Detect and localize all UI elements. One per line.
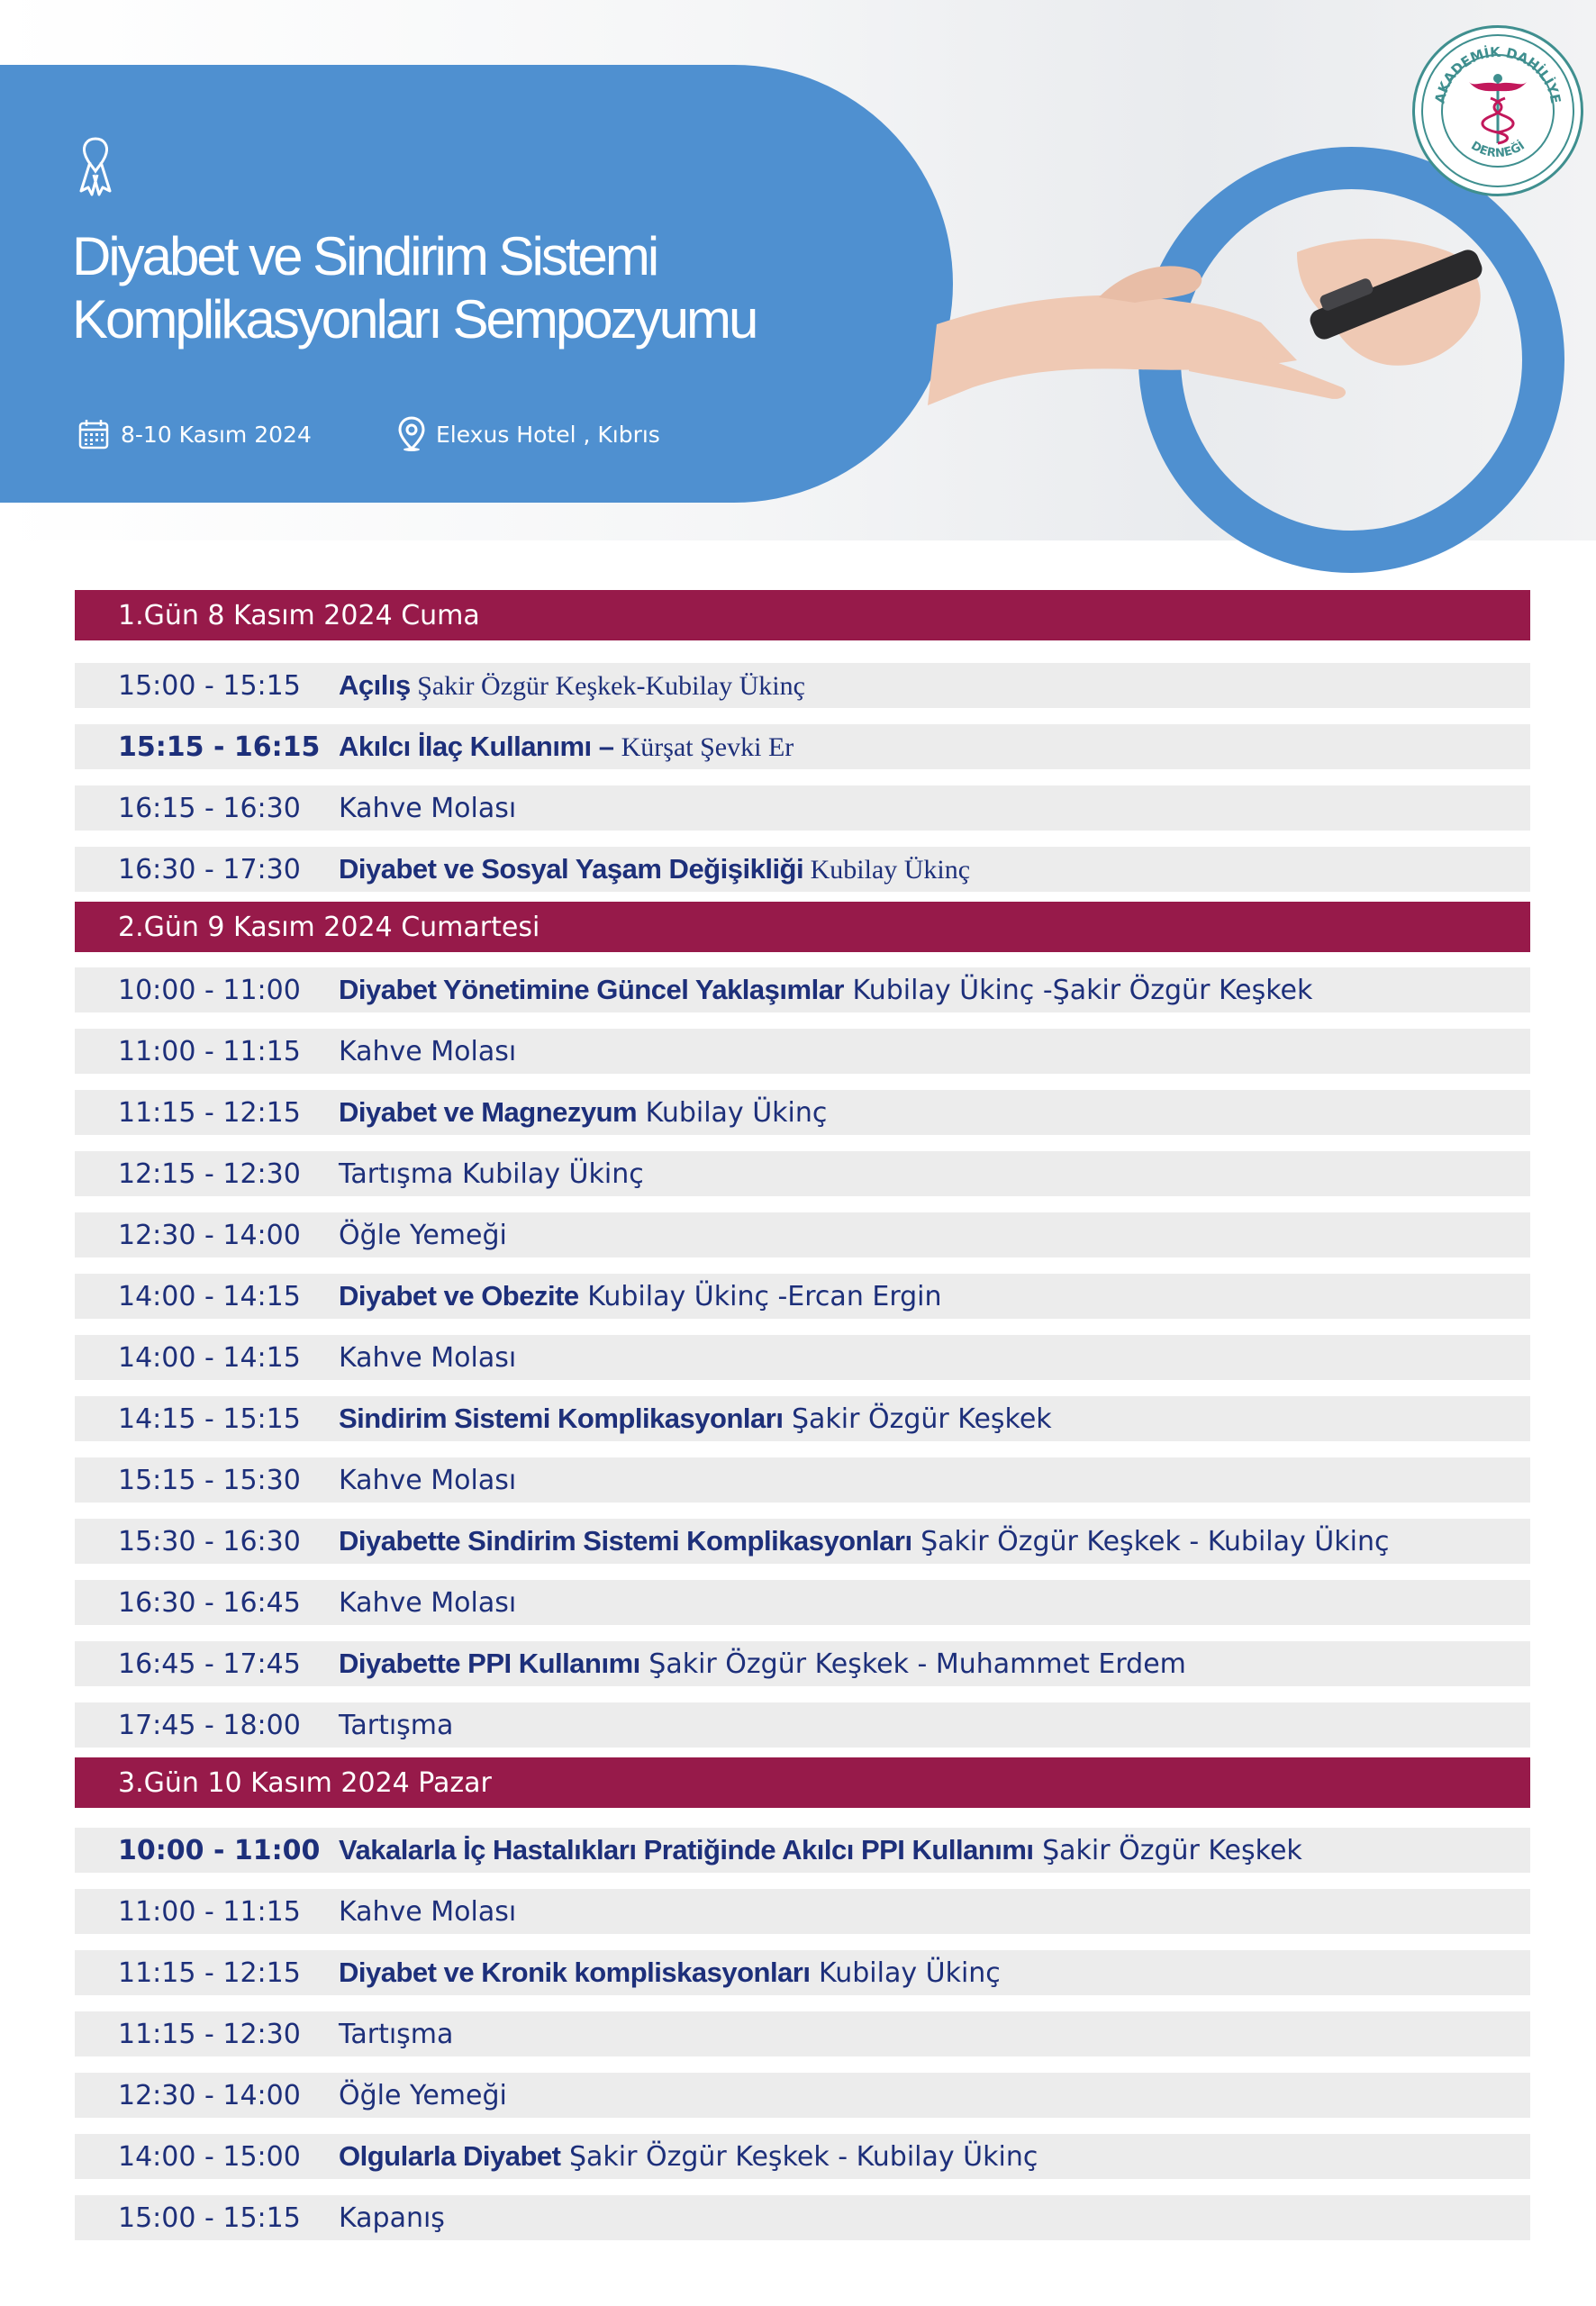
logo-text-top: AKADEMİK DAHİLİYE: [1431, 43, 1564, 105]
session-time: 16:15 - 16:30: [118, 792, 301, 824]
session-description: [339, 2018, 453, 2050]
session-row: [75, 2011, 1530, 2056]
session-row: [75, 1519, 1530, 1564]
session-row: [75, 1580, 1530, 1625]
session-time: 11:00 - 11:15: [118, 1895, 301, 1928]
session-speaker: Şakir Özgür Keşkek: [1033, 1835, 1302, 1866]
event-date: [77, 416, 312, 452]
session-description: [339, 669, 805, 702]
session-topic: Diyabet ve Kronik kompliskasyonları: [339, 1956, 811, 1988]
session-time: 17:45 - 18:00: [118, 1709, 301, 1741]
session-topic: Olgularla Diyabet: [339, 2140, 561, 2172]
session-speaker: Tartışma: [339, 1710, 454, 1741]
session-description: [339, 1648, 1186, 1680]
session-description: [339, 1341, 516, 1374]
session-row: [75, 785, 1530, 831]
session-time: 16:30 - 17:30: [118, 853, 301, 885]
session-row: [75, 1274, 1530, 1319]
session-topic: Diyabette PPI Kullanımı: [339, 1648, 640, 1679]
session-time: 12:30 - 14:00: [118, 2079, 301, 2111]
session-time: 10:00 - 11:00: [118, 974, 301, 1006]
session-time: 16:45 - 17:45: [118, 1648, 301, 1680]
session-description: [339, 974, 1312, 1006]
session-row: [75, 1889, 1530, 1934]
session-row: [75, 967, 1530, 1012]
session-time: 12:15 - 12:30: [118, 1158, 301, 1190]
session-description: [339, 1709, 453, 1741]
session-description: [339, 853, 970, 885]
session-speaker: Şakir Özgür Keşkek: [783, 1403, 1052, 1435]
awareness-ribbon-icon: [76, 135, 115, 198]
session-time: 15:30 - 16:30: [118, 1525, 301, 1557]
day-header: 1.Gün 8 Kasım 2024 Cuma: [75, 590, 1530, 640]
title-line-1: Diyabet ve Sindirim Sistemi: [72, 226, 657, 286]
session-topic: Akılcı İlaç Kullanımı –: [339, 731, 621, 762]
location-pin-icon: [398, 416, 425, 452]
session-speaker: Tartışma: [339, 2019, 454, 2050]
session-speaker: Kapanış: [339, 2202, 445, 2234]
caduceus-logo-icon: [1415, 28, 1581, 194]
session-row: [75, 1702, 1530, 1748]
session-speaker: Kahve Molası: [339, 1896, 517, 1928]
session-speaker: Kahve Molası: [339, 1587, 517, 1619]
session-time: 14:00 - 14:15: [118, 1341, 301, 1374]
session-speaker: Kahve Molası: [339, 1036, 517, 1067]
session-time: 15:15 - 15:30: [118, 1464, 301, 1496]
session-description: [339, 1525, 1389, 1557]
session-speaker: Kahve Molası: [339, 1465, 517, 1496]
session-time: 15:00 - 15:15: [118, 2202, 301, 2234]
session-row: [75, 1950, 1530, 1995]
session-row: [75, 724, 1530, 769]
session-speaker: Kubilay Ükinç: [810, 1957, 1001, 1989]
session-topic: Sindirim Sistemi Komplikasyonları: [339, 1403, 784, 1434]
hands-glucose-pen-illustration: [919, 216, 1513, 450]
session-speaker: Kubilay Ükinç: [637, 1097, 828, 1129]
session-topic: Diyabet ve Obezite: [339, 1280, 579, 1312]
session-speaker: Tartışma Kubilay Ükinç: [339, 1158, 644, 1190]
session-row: [75, 1457, 1530, 1503]
session-speaker: Kürşat Şevki Er: [621, 732, 794, 762]
session-time: 11:00 - 11:15: [118, 1035, 301, 1067]
day-header: 3.Gün 10 Kasım 2024 Pazar: [75, 1757, 1530, 1808]
session-row: [75, 1212, 1530, 1257]
session-speaker: Öğle Yemeği: [339, 1220, 507, 1251]
title-line-2: Komplikasyonları Sempozyumu: [72, 289, 757, 350]
session-description: [339, 1834, 1302, 1866]
session-speaker: Öğle Yemeği: [339, 2080, 507, 2111]
session-time: 14:00 - 15:00: [118, 2140, 301, 2173]
session-description: [339, 1895, 516, 1928]
calendar-icon: [77, 418, 110, 450]
program-schedule: [75, 590, 1530, 2240]
session-topic: Diyabet ve Sosyal Yaşam Değişikliği: [339, 853, 804, 885]
session-description: [339, 2140, 1038, 2173]
session-row: [75, 2195, 1530, 2240]
session-description: [339, 731, 793, 763]
session-topic: Diyabet Yönetimine Güncel Yaklaşımlar: [339, 974, 844, 1005]
session-description: [339, 792, 516, 824]
session-speaker: Şakir Özgür Keşkek - Kubilay Ükinç: [560, 2141, 1038, 2173]
session-description: [339, 1464, 516, 1496]
session-description: [339, 1219, 507, 1251]
session-time: 15:00 - 15:15: [118, 669, 301, 702]
session-time: 11:15 - 12:15: [118, 1956, 301, 1989]
session-row: [75, 2073, 1530, 2118]
session-row: [75, 1029, 1530, 1074]
session-time: 15:15 - 16:15: [118, 731, 321, 763]
session-speaker: Kubilay Ükinç -Şakir Özgür Keşkek: [844, 975, 1313, 1006]
session-speaker: Şakir Özgür Keşkek - Kubilay Ükinç: [911, 1526, 1390, 1557]
session-time: 14:15 - 15:15: [118, 1403, 301, 1435]
session-description: [339, 2079, 507, 2111]
event-venue: [398, 416, 660, 452]
session-description: [339, 1956, 1001, 1989]
association-logo: [1412, 25, 1583, 196]
session-time: 10:00 - 11:00: [118, 1834, 321, 1866]
session-row: [75, 663, 1530, 708]
session-time: 11:15 - 12:15: [118, 1096, 301, 1129]
session-row: [75, 1396, 1530, 1441]
event-venue-text: Elexus Hotel , Kıbrıs: [436, 421, 660, 448]
session-topic: Diyabette Sindirim Sistemi Komplikasyonları: [339, 1525, 912, 1557]
session-description: [339, 1280, 942, 1312]
page-title: [72, 225, 883, 351]
event-date-text: 8-10 Kasım 2024: [121, 421, 312, 448]
session-time: 11:15 - 12:30: [118, 2018, 301, 2050]
session-row: [75, 1335, 1530, 1380]
session-topic: Açılış: [339, 669, 411, 701]
session-time: 14:00 - 14:15: [118, 1280, 301, 1312]
logo-text-bottom: DERNEĞİ: [1468, 139, 1528, 161]
session-row: [75, 847, 1530, 892]
session-speaker: Şakir Özgür Keşkek - Muhammet Erdem: [639, 1648, 1186, 1680]
session-row: [75, 1641, 1530, 1686]
session-topic: Diyabet ve Magnezyum: [339, 1096, 638, 1128]
session-description: [339, 1158, 644, 1190]
session-speaker: Kahve Molası: [339, 793, 517, 824]
session-time: 16:30 - 16:45: [118, 1586, 301, 1619]
session-description: [339, 1096, 827, 1129]
session-speaker: Kubilay Ükinç -Ercan Ergin: [578, 1281, 942, 1312]
day-header: 2.Gün 9 Kasım 2024 Cumartesi: [75, 902, 1530, 952]
session-topic: Vakalarla İç Hastalıkları Pratiğinde Akılcı PPI Kullanımı: [339, 1834, 1034, 1866]
session-row: [75, 2134, 1530, 2179]
session-row: [75, 1151, 1530, 1196]
session-description: [339, 1586, 516, 1619]
session-description: [339, 2202, 445, 2234]
session-row: [75, 1828, 1530, 1873]
session-speaker: Kahve Molası: [339, 1342, 517, 1374]
session-description: [339, 1403, 1052, 1435]
session-speaker: Kubilay Ükinç: [803, 855, 971, 885]
session-description: [339, 1035, 516, 1067]
session-time: 12:30 - 14:00: [118, 1219, 301, 1251]
session-speaker: Şakir Özgür Keşkek-Kubilay Ükinç: [410, 671, 805, 701]
session-row: [75, 1090, 1530, 1135]
